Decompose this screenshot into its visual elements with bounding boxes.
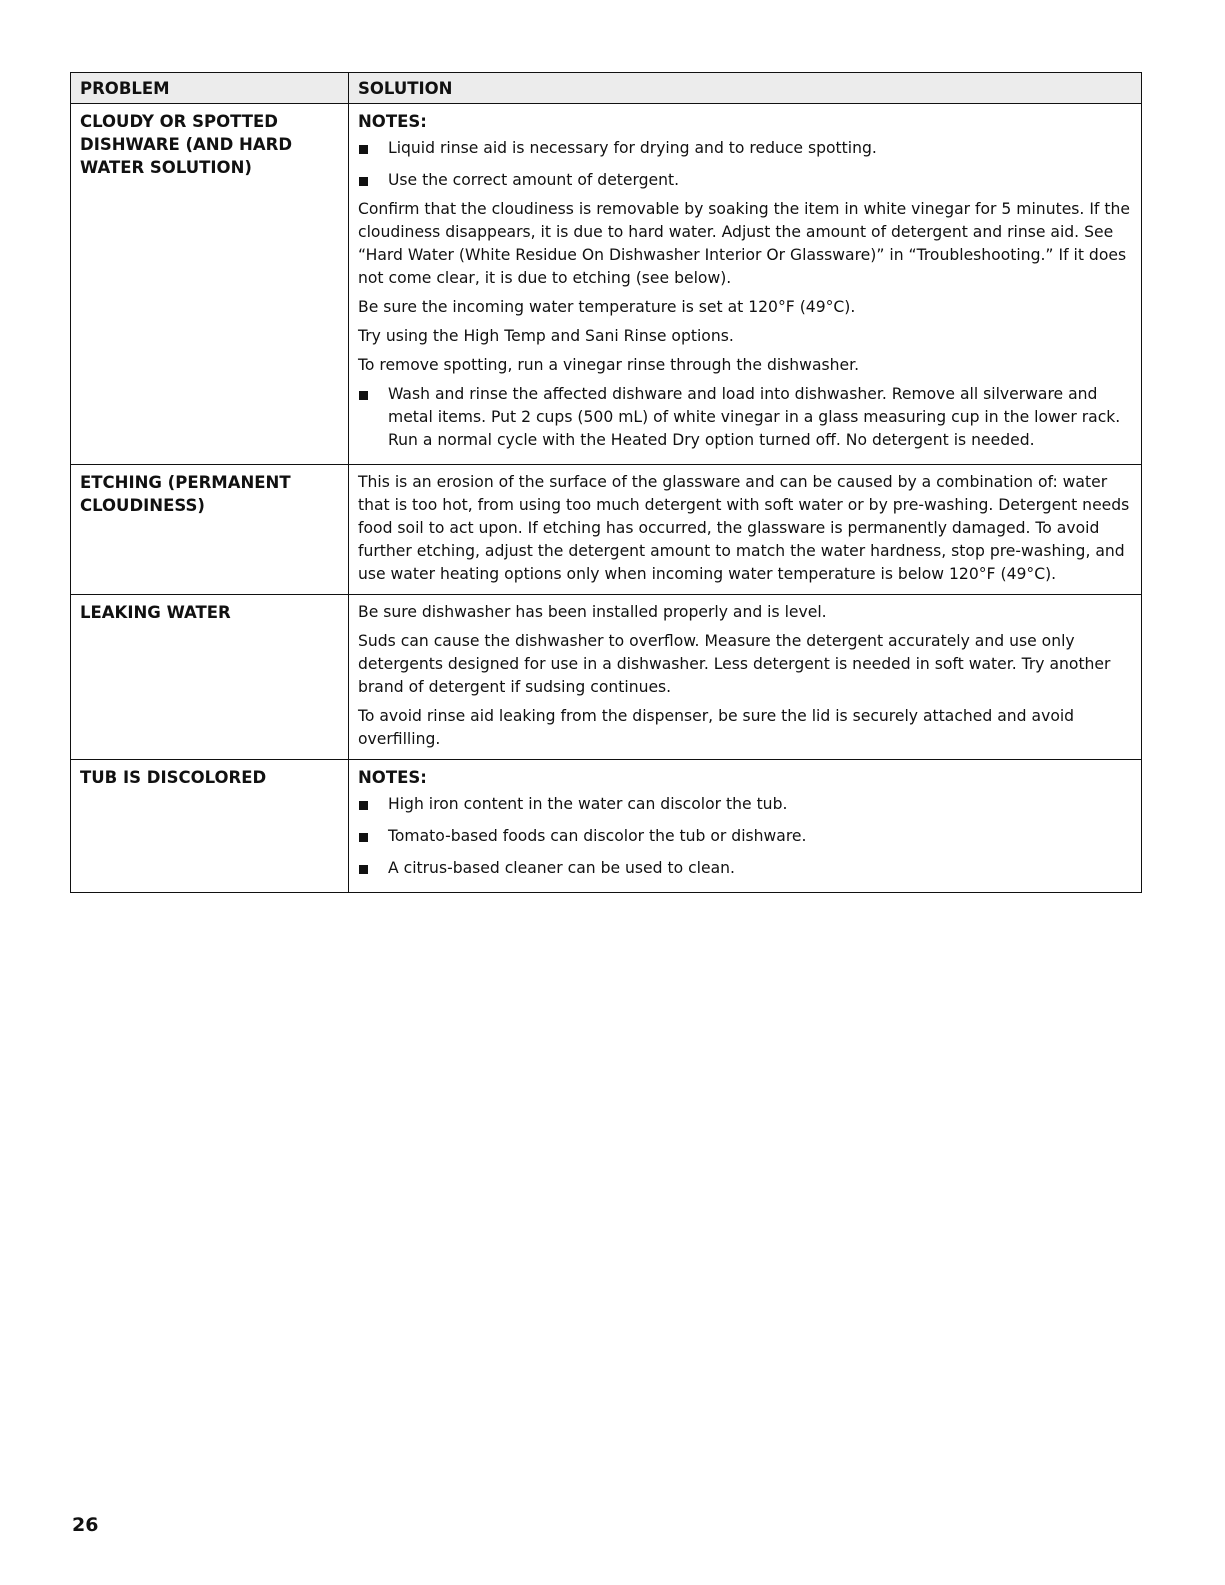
steps-list [358,383,1132,452]
list-item-text: A citrus-based cleaner can be used to clean. [388,859,735,877]
table-row [71,465,1142,595]
list-item-text: Tomato-based foods can discolor the tub or dishware. [388,827,807,845]
list-item [358,857,1132,880]
table-row [71,595,1142,760]
solution-paragraph: To avoid rinse aid leaking from the dispenser, be sure the lid is securely attached and avoid overfilling. [358,707,1075,748]
solution-paragraph: To remove spotting, run a vinegar rinse through the dishwasher. [358,356,860,374]
list-item-text: Use the correct amount of detergent. [388,171,680,189]
problem-cell: LEAKING WATER [71,595,349,760]
notes-list [358,793,1132,880]
table-row [71,104,1142,465]
troubleshooting-table [70,72,1142,893]
problem-cell: TUB IS DISCOLORED [71,760,349,893]
solution-paragraph: Be sure dishwasher has been installed properly and is level. [358,603,827,621]
problem-column-header: PROBLEM [71,73,349,104]
list-item [358,169,1132,192]
bullet-square-icon [359,833,368,842]
solution-cell [349,595,1142,760]
list-item-text: Wash and rinse the affected dishware and load into dishwasher. Remove all silverware and metal items. Put 2 cups (500 mL) of white vinegar in a glass measuring cup in the lower rack. Run a normal cycle with the Heated Dry option turned off. No detergent is needed. [388,385,1121,449]
list-item-text: Liquid rinse aid is necessary for drying and to reduce spotting. [388,139,877,157]
solution-paragraph: Suds can cause the dishwasher to overflow. Measure the detergent accurately and use only detergents designed for use in a dishwasher. Less detergent is needed in soft water. Try another brand of detergent if sudsing continues. [358,632,1111,696]
solution-paragraph: Confirm that the cloudiness is removable by soaking the item in white vinegar for 5 minutes. If the cloudiness disappears, it is due to hard water. Adjust the amount of detergent and rinse aid. See “Hard Water (White Residue On Dishwasher Interior Or Glassware)” in “Troubleshooting.” If it does not come clear, it is due to etching (see below). [358,200,1130,287]
notes-heading: NOTES: [358,768,427,787]
solution-cell [349,760,1142,893]
solution-cell [349,104,1142,465]
bullet-square-icon [359,865,368,874]
list-item [358,793,1132,816]
solution-paragraph: Try using the High Temp and Sani Rinse options. [358,327,734,345]
solution-paragraph: Be sure the incoming water temperature is set at 120°F (49°C). [358,298,856,316]
bullet-square-icon [359,177,368,186]
solution-cell [349,465,1142,595]
solution-column-header: SOLUTION [349,73,1142,104]
list-item-text: High iron content in the water can discolor the tub. [388,795,788,813]
bullet-square-icon [359,801,368,810]
list-item [358,383,1132,452]
bullet-square-icon [359,145,368,154]
table-row [71,760,1142,893]
list-item [358,825,1132,848]
solution-paragraph: This is an erosion of the surface of the glassware and can be caused by a combination of: water that is too hot, from using too much detergent with soft water or by pre-washing. Detergent needs food soil to act upon. If etching has occurred, the glassware is permanently damaged. To avoid further etching, adjust the detergent amount to match the water hardness, stop pre-washing, and use water heating options only when incoming water temperature is below 120°F (49°C). [358,473,1130,583]
problem-cell: ETCHING (PERMANENT CLOUDINESS) [71,465,349,595]
bullet-square-icon [359,391,368,400]
notes-list [358,137,1132,192]
table-header-row [71,73,1142,104]
notes-heading: NOTES: [358,112,427,131]
page-number: 26 [72,1514,99,1536]
list-item [358,137,1132,160]
problem-cell: CLOUDY OR SPOTTED DISHWARE (AND HARD WATER SOLUTION) [71,104,349,465]
